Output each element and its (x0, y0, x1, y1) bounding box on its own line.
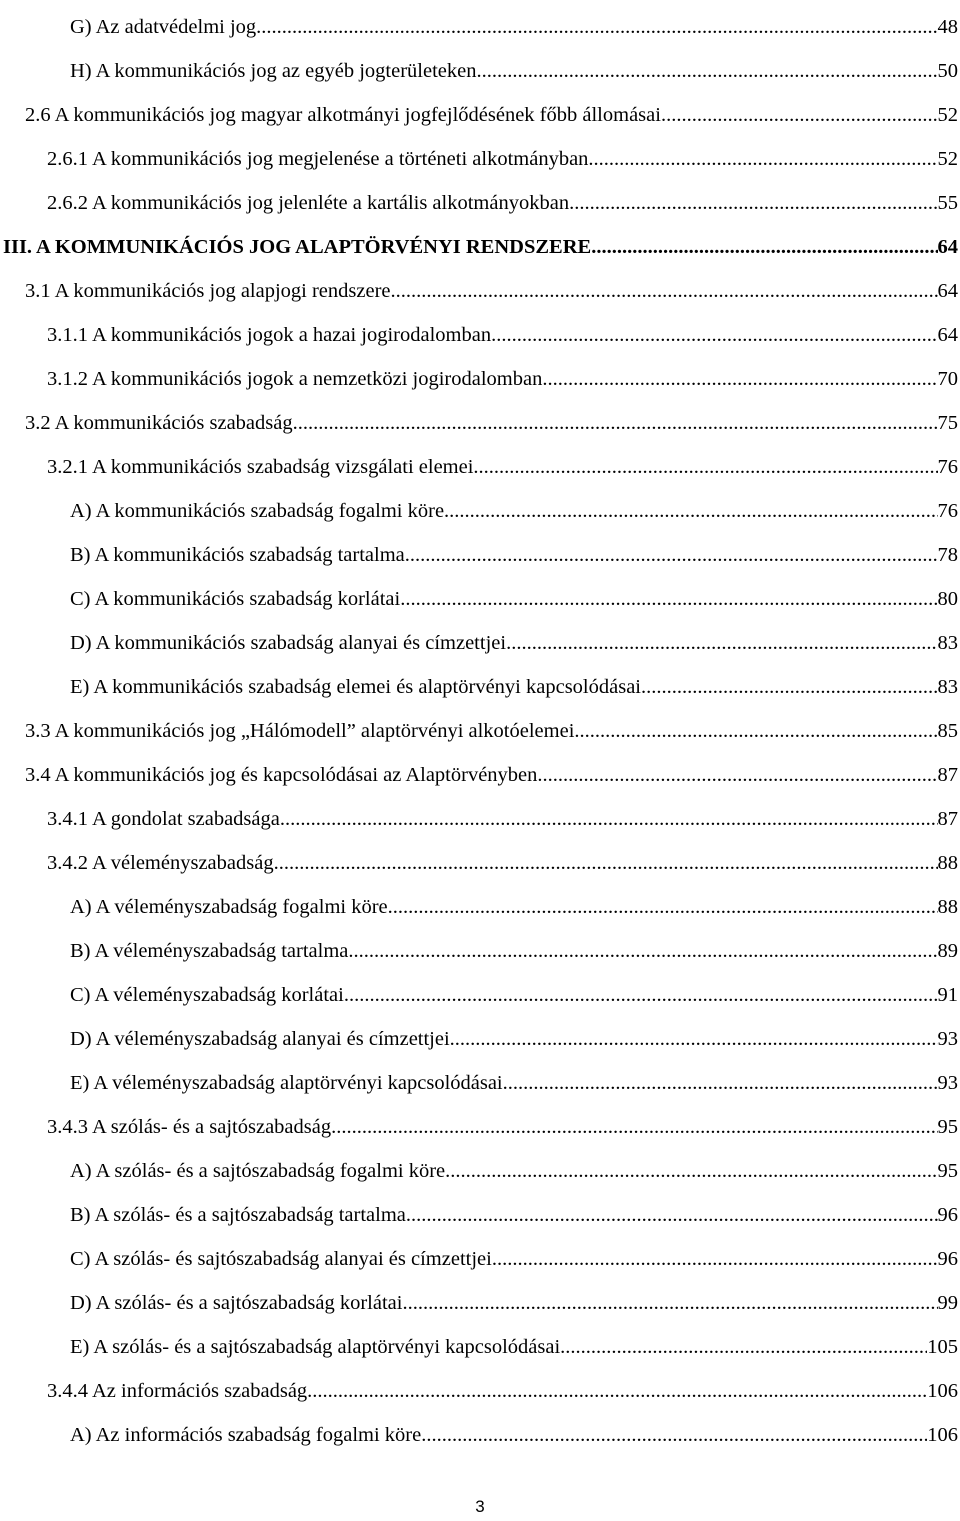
toc-leader-dots (506, 630, 937, 656)
toc-leader-dots (473, 454, 937, 480)
toc-entry[interactable] (25, 704, 958, 744)
toc-entry-page: 99 (937, 1292, 958, 1314)
toc-entry-title: B) A szólás- és a sajtószabadság tartalma (70, 1204, 406, 1226)
toc-entry-page: 64 (937, 280, 958, 302)
toc-leader-dots (388, 894, 938, 920)
toc-leader-dots (569, 190, 937, 216)
toc-entry[interactable] (70, 616, 958, 656)
toc-leader-dots (256, 14, 937, 40)
toc-entry-title: G) Az adatvédelmi jog (70, 16, 257, 38)
toc-entry[interactable] (70, 1276, 958, 1316)
toc-entry-page: 93 (937, 1072, 958, 1094)
toc-entry-page: 76 (937, 456, 958, 478)
toc-entry-title: 3.2.1 A kommunikációs szabadság vizsgálati elemei (47, 456, 474, 478)
toc-leader-dots (293, 410, 938, 436)
toc-entry[interactable] (25, 748, 958, 788)
toc-entry-page: 48 (937, 16, 958, 38)
toc-leader-dots (400, 586, 937, 612)
toc-entry-page: 64 (937, 324, 958, 346)
toc-leader-dots (445, 1158, 937, 1184)
toc-entry-title: C) A kommunikációs szabadság korlátai (70, 588, 401, 610)
toc-leader-dots (641, 674, 938, 700)
toc-entry-title: B) A véleményszabadság tartalma (70, 940, 349, 962)
toc-entry-title: A) A véleményszabadság fogalmi köre (70, 896, 388, 918)
toc-entry[interactable] (47, 1100, 958, 1140)
toc-entry-title: 3.4.4 Az információs szabadság (47, 1380, 308, 1402)
toc-leader-dots (406, 1202, 938, 1228)
toc-entry-page: 78 (937, 544, 958, 566)
toc-leader-dots (574, 718, 937, 744)
toc-entry[interactable] (70, 484, 958, 524)
toc-entry-title: 2.6.1 A kommunikációs jog megjelenése a történeti alkotmányban (47, 148, 589, 170)
page-number: 3 (475, 1497, 485, 1516)
toc-leader-dots (405, 542, 938, 568)
toc-entry-page: 64 (937, 236, 958, 258)
toc-entry-page: 88 (937, 896, 958, 918)
toc-entry-title: 2.6 A kommunikációs jog magyar alkotmányi jogfejlődésének főbb állomásai (25, 104, 661, 126)
toc-entry-title: D) A véleményszabadság alanyai és címzettjei (70, 1028, 450, 1050)
toc-entry-title: 3.1.2 A kommunikációs jogok a nemzetközi jogirodalomban (47, 368, 543, 390)
toc-entry-page: 75 (937, 412, 958, 434)
toc-entry-page: 83 (937, 676, 958, 698)
toc-entry[interactable] (70, 880, 958, 920)
toc-entry[interactable] (47, 440, 958, 480)
toc-leader-dots (661, 102, 938, 128)
toc-entry-page: 50 (937, 60, 958, 82)
toc-entry-page: 106 (927, 1380, 958, 1402)
toc-entry-title: E) A szólás- és a sajtószabadság alaptörvényi kapcsolódásai (70, 1336, 561, 1358)
toc-entry-chapter[interactable] (3, 220, 958, 260)
toc-leader-dots (560, 1334, 927, 1360)
toc-leader-dots (450, 1026, 938, 1052)
toc-leader-dots (274, 850, 938, 876)
toc-entry-page: 52 (937, 148, 958, 170)
toc-entry-page: 91 (937, 984, 958, 1006)
toc-entry-page: 85 (937, 720, 958, 742)
toc-leader-dots (542, 366, 937, 392)
toc-entry-title: C) A véleményszabadság korlátai (70, 984, 344, 1006)
toc-leader-dots (421, 1422, 927, 1448)
toc-entry-title: D) A szólás- és a sajtószabadság korlátai (70, 1292, 403, 1314)
toc-entry-page: 83 (937, 632, 958, 654)
toc-entry-title: 3.1.1 A kommunikációs jogok a hazai jogirodalomban (47, 324, 492, 346)
toc-entry[interactable] (70, 1408, 958, 1448)
toc-entry[interactable] (70, 660, 958, 700)
toc-entry-title: 3.1 A kommunikációs jog alapjogi rendszere (25, 280, 391, 302)
toc-entry[interactable] (47, 792, 958, 832)
toc-entry-page: 55 (937, 192, 958, 214)
toc-entry[interactable] (47, 352, 958, 392)
toc-leader-dots (444, 498, 937, 524)
toc-entry-page: 88 (937, 852, 958, 874)
toc-entry-page: 87 (937, 764, 958, 786)
toc-entry[interactable] (70, 1144, 958, 1184)
toc-entry-page: 76 (937, 500, 958, 522)
toc-entry-title: E) A kommunikációs szabadság elemei és alaptörvényi kapcsolódásai (70, 676, 641, 698)
toc-entry[interactable] (25, 396, 958, 436)
toc-leader-dots (591, 234, 937, 260)
toc-entry-title: 2.6.2 A kommunikációs jog jelenléte a kartális alkotmányokban (47, 192, 570, 214)
toc-entry[interactable] (70, 1056, 958, 1096)
toc-entry[interactable] (70, 0, 958, 40)
toc-entry-page: 96 (937, 1248, 958, 1270)
toc-leader-dots (280, 806, 938, 832)
toc-entry[interactable] (70, 572, 958, 612)
toc-leader-dots (492, 1246, 938, 1272)
toc-entry[interactable] (47, 176, 958, 216)
toc-entry-title: III. A KOMMUNIKÁCIÓS JOG ALAPTÖRVÉNYI RENDSZERE (3, 236, 592, 258)
toc-entry-title: D) A kommunikációs szabadság alanyai és címzettjei (70, 632, 507, 654)
toc-entry[interactable] (70, 1188, 958, 1228)
toc-entry-title: 3.4.2 A véleményszabadság (47, 852, 274, 874)
toc-entry[interactable] (47, 1364, 958, 1404)
toc-entry-title: E) A véleményszabadság alaptörvényi kapcsolódásai (70, 1072, 503, 1094)
toc-entry-title: C) A szólás- és sajtószabadság alanyai és címzettjei (70, 1248, 492, 1270)
toc-entry-page: 96 (937, 1204, 958, 1226)
toc-entry-page: 95 (937, 1160, 958, 1182)
toc-entry-page: 89 (937, 940, 958, 962)
toc-leader-dots (537, 762, 937, 788)
toc-entry[interactable] (70, 1012, 958, 1052)
toc-entry[interactable] (70, 528, 958, 568)
toc-entry[interactable] (47, 308, 958, 348)
toc-entry[interactable] (70, 1320, 958, 1360)
toc-leader-dots (331, 1114, 937, 1140)
toc-entry[interactable] (47, 836, 958, 876)
toc-entry-page: 93 (937, 1028, 958, 1050)
toc-entry-title: 3.4 A kommunikációs jog és kapcsolódásai az Alaptörvényben (25, 764, 538, 786)
toc-leader-dots (503, 1070, 938, 1096)
toc-entry-title: B) A kommunikációs szabadság tartalma (70, 544, 405, 566)
toc-entry-title: A) Az információs szabadság fogalmi köre (70, 1424, 422, 1446)
toc-entry-page: 106 (927, 1424, 958, 1446)
toc-entry-title: A) A szólás- és a sajtószabadság fogalmi köre (70, 1160, 446, 1182)
toc-entry-page: 52 (937, 104, 958, 126)
toc-entry-title: 3.2 A kommunikációs szabadság (25, 412, 293, 434)
toc-leader-dots (491, 322, 937, 348)
toc-entry-page: 105 (927, 1336, 958, 1358)
toc-leader-dots (402, 1290, 937, 1316)
toc-entry-title: H) A kommunikációs jog az egyéb jogterületeken (70, 60, 477, 82)
toc-leader-dots (307, 1378, 927, 1404)
toc-entry[interactable] (25, 88, 958, 128)
toc-leader-dots (391, 278, 938, 304)
toc-entry[interactable] (25, 264, 958, 304)
toc-entry-title: 3.3 A kommunikációs jog „Hálómodell” alaptörvényi alkotóelemei (25, 720, 575, 742)
toc-entry[interactable] (47, 132, 958, 172)
toc-entry-title: A) A kommunikációs szabadság fogalmi köre (70, 500, 445, 522)
toc-entry-page: 95 (937, 1116, 958, 1138)
toc-leader-dots (344, 982, 938, 1008)
toc-leader-dots (588, 146, 937, 172)
toc-entry-page: 70 (937, 368, 958, 390)
toc-entry-title: 3.4.1 A gondolat szabadsága (47, 808, 280, 830)
toc-leader-dots (348, 938, 937, 964)
toc-entry-page: 87 (937, 808, 958, 830)
toc-entry[interactable] (70, 968, 958, 1008)
toc-entry-page: 80 (937, 588, 958, 610)
toc-entry-title: 3.4.3 A szólás- és a sajtószabadság (47, 1116, 332, 1138)
toc-leader-dots (476, 58, 937, 84)
toc-entry[interactable] (70, 924, 958, 964)
toc-entry[interactable] (70, 1232, 958, 1272)
toc-entry[interactable] (70, 44, 958, 84)
